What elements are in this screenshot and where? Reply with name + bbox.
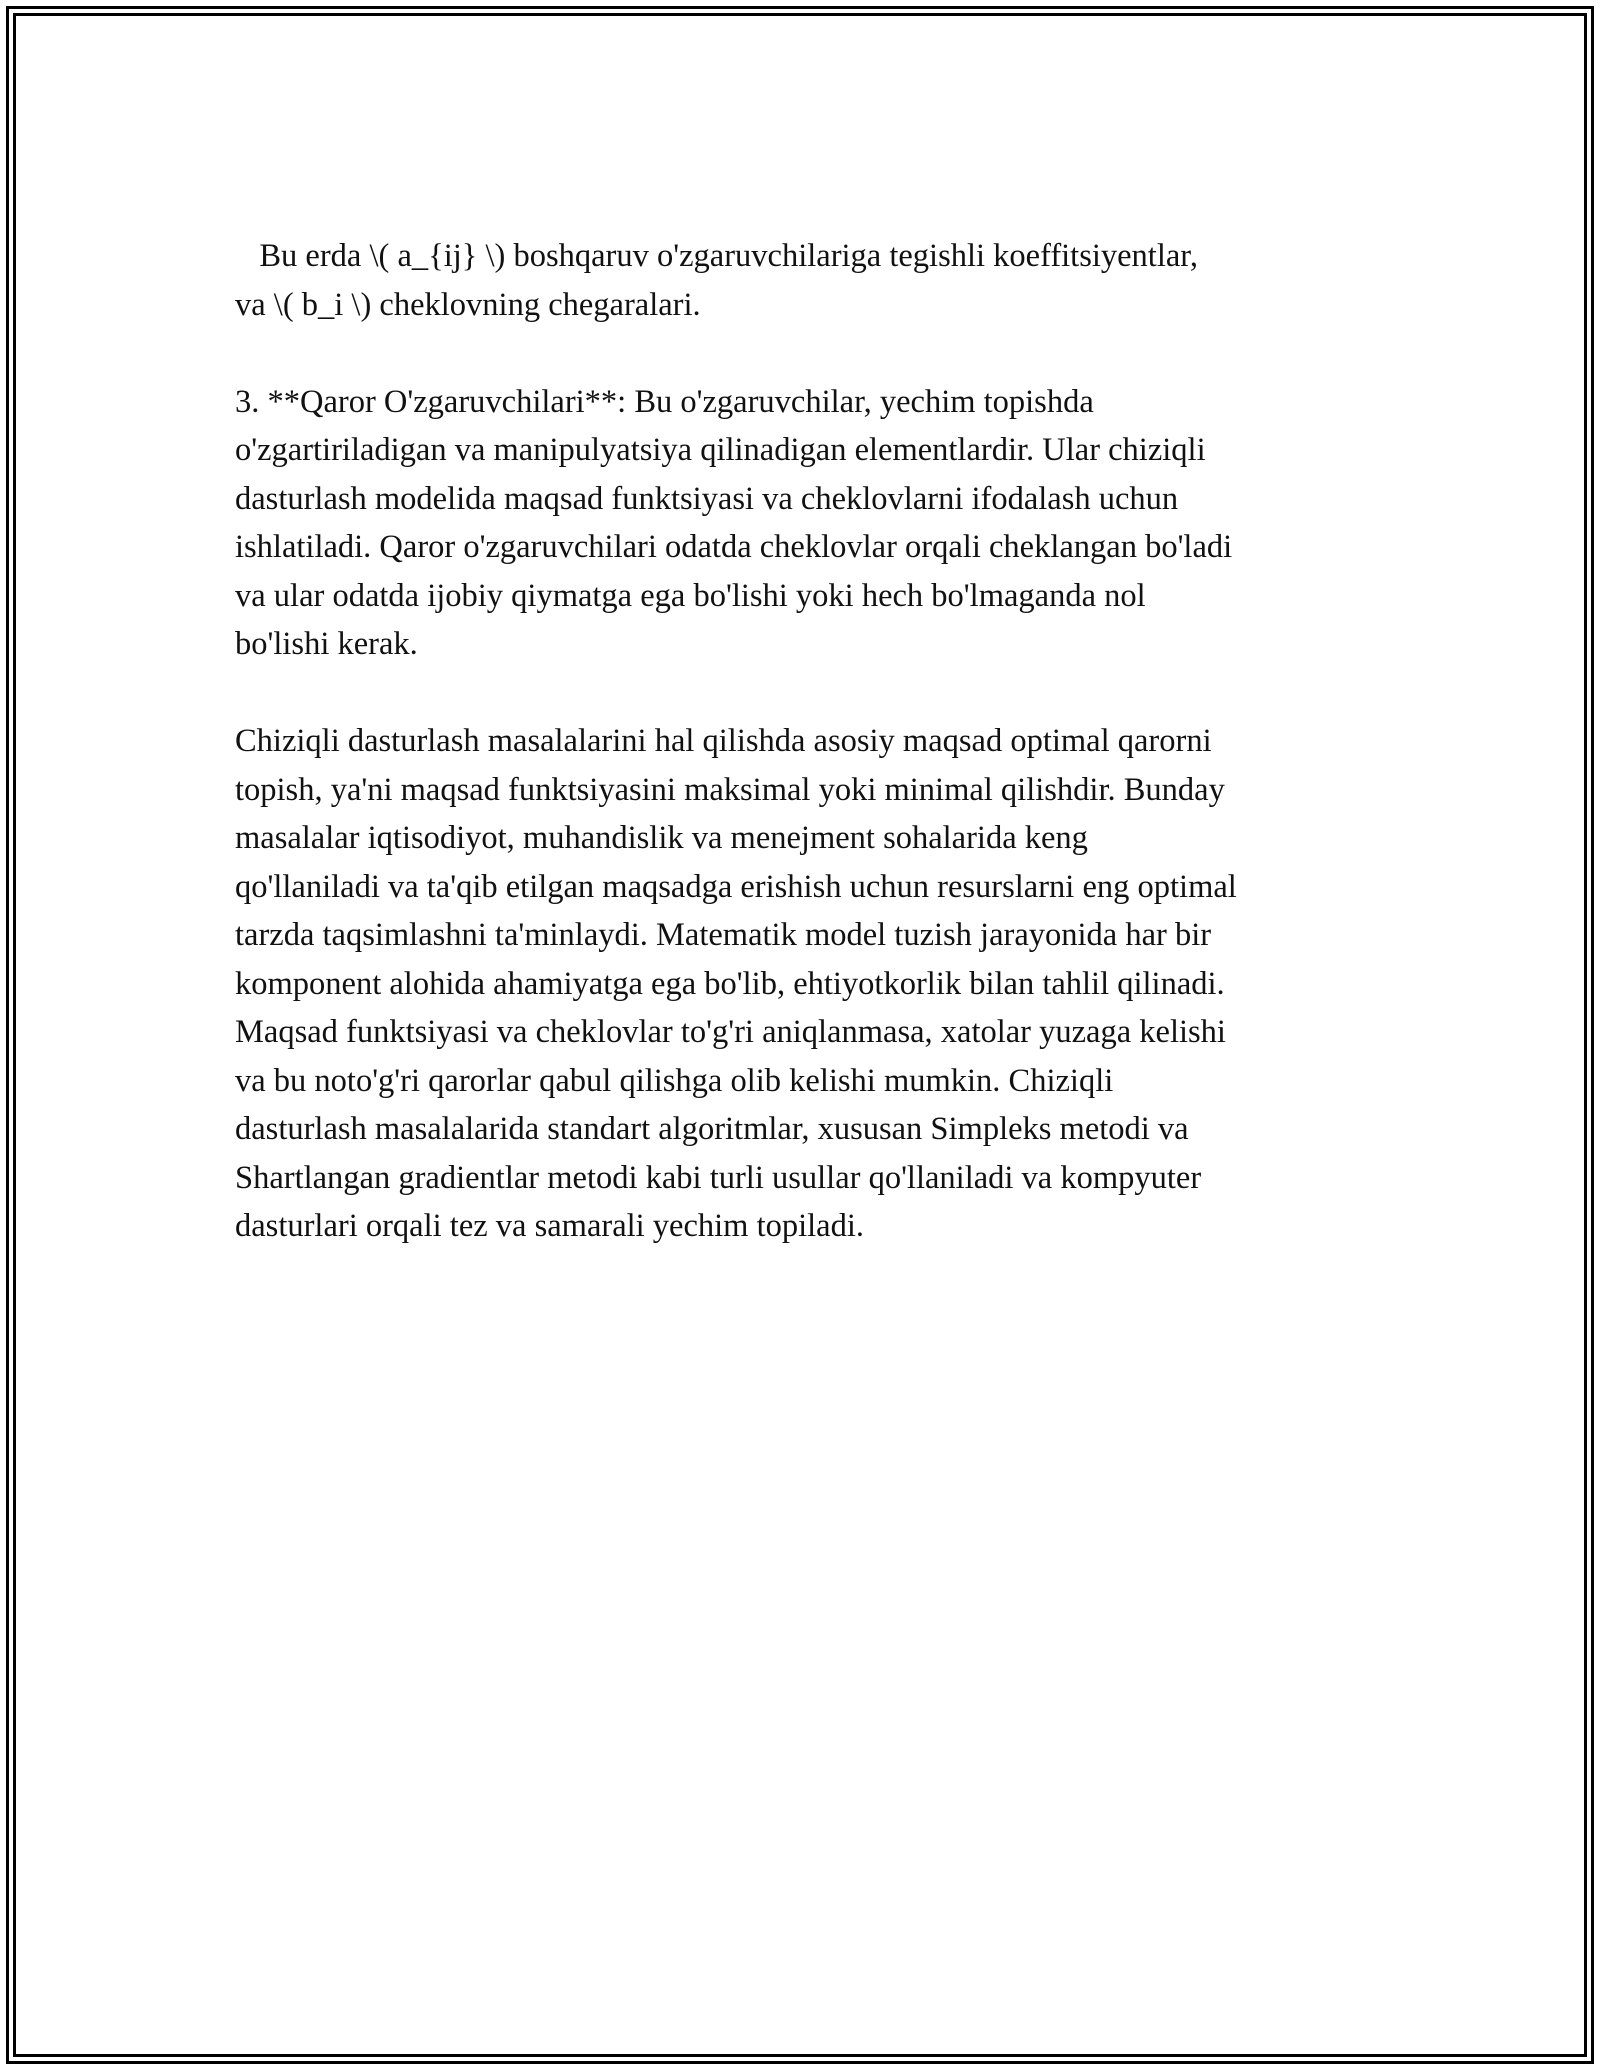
paragraph-linear-programming-summary xyxy=(235,717,1395,1251)
text-line: dasturlash masalalarida standart algoritmlar, xususan Simpleks metodi va xyxy=(235,1111,1189,1147)
text-line: Chiziqli dasturlash masalalarini hal qilishda asosiy maqsad optimal qarorni xyxy=(235,723,1212,759)
text-line: va bu noto'g'ri qarorlar qabul qilishga olib kelishi mumkin. Chiziqli xyxy=(235,1062,1114,1099)
text-line: 3. **Qaror O'zgaruvchilari**: Bu o'zgaruvchilar, yechim topishda xyxy=(235,383,1094,420)
text-line: komponent alohida ahamiyatga ega bo'lib, ehtiyotkorlik bilan tahlil qilinadi. xyxy=(235,965,1225,1002)
text-line: Bu erda \( a_{ij} \) boshqaruv o'zgaruvchilariga tegishli koeffitsiyentlar, xyxy=(235,238,1198,274)
text-line: dasturlash modelida maqsad funktsiyasi va cheklovlarni ifodalash uchun xyxy=(235,480,1179,517)
text-line: Shartlangan gradientlar metodi kabi turli usullar qo'llaniladi va kompyuter xyxy=(235,1159,1202,1196)
paragraph-decision-variables xyxy=(235,378,1395,669)
document-body xyxy=(235,232,1395,1251)
text-line: qo'llaniladi va ta'qib etilgan maqsadga erishish uchun resurslarni eng optimal xyxy=(235,868,1237,905)
text-line: masalalar iqtisodiyot, muhandislik va menejment sohalarida keng xyxy=(235,820,1088,856)
text-line: dasturlari orqali tez va samarali yechim topiladi. xyxy=(235,1208,865,1244)
text-line: va ular odatda ijobiy qiymatga ega bo'lishi yoki hech bo'lmaganda nol xyxy=(235,577,1146,614)
text-line: bo'lishi kerak. xyxy=(235,626,418,662)
text-line: Maqsad funktsiyasi va cheklovlar to'g'ri aniqlanmasa, xatolar yuzaga kelishi xyxy=(235,1014,1226,1050)
text-line: tarzda taqsimlashni ta'minlaydi. Matematik model tuzish jarayonida har bir xyxy=(235,917,1212,953)
paragraph-coefficients xyxy=(235,232,1395,329)
text-line: ishlatiladi. Qaror o'zgaruvchilari odatda cheklovlar orqali cheklangan bo'ladi xyxy=(235,529,1233,565)
text-line: va \( b_i \) cheklovning chegaralari. xyxy=(235,286,701,323)
text-line: topish, ya'ni maqsad funktsiyasini maksimal yoki minimal qilishdir. Bunday xyxy=(235,771,1225,808)
text-line: o'zgartiriladigan va manipulyatsiya qilinadigan elementlardir. Ular chiziqli xyxy=(235,432,1206,468)
